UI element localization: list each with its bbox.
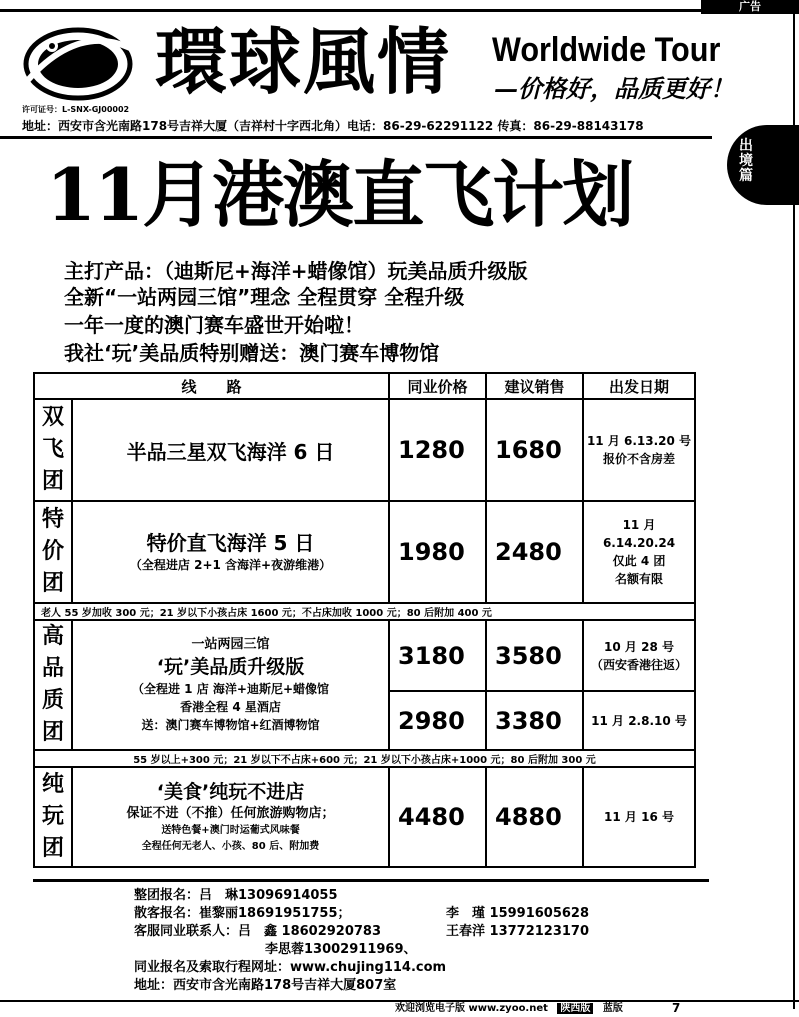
departure-date: 11 月 16 号 [583, 767, 695, 867]
retail-price: 3580 [486, 620, 583, 691]
peer-price: 4480 [389, 767, 486, 867]
departure-date: 10 月 28 号 （西安香港往返） [583, 620, 695, 691]
column-header-peer-price: 同业价格 [389, 373, 486, 399]
license-number: 许可证号：L-SNX-GJ00002 [22, 105, 130, 114]
company-address-line: 地址：西安市含光南路178号吉祥大厦（吉祥村十字西北角）电话：86-29-62291122 传真：86-29-88143178 [22, 119, 644, 133]
promo-line-1: 主打产品：（迪斯尼+海洋+蜡像馆）玩美品质升级版 [64, 259, 528, 283]
route-price-table [33, 372, 696, 868]
edition-badge: 陕西版 [557, 1003, 593, 1014]
retail-price: 4880 [486, 767, 583, 867]
footer-bar [395, 1002, 623, 1016]
globe-logo-icon [22, 24, 134, 104]
contact-website: 同业报名及索取行程网址：www.chujing114.com [134, 960, 447, 975]
route-cell: 一站两园三馆 ‘玩’美品质升级版 （全程进 1 店 海洋+迪斯尼+蜡像馆 香港全程 4 星酒店 送：澳门赛车博物馆+红酒博物馆 [72, 620, 389, 750]
surcharge-note: 55 岁以上+300 元；21 岁以下不占床+600 元；21 岁以下小孩占床+1000 元；80 后附加 300 元 [34, 750, 695, 767]
departure-date: 11 月 6.14.20.24 仅此 4 团 名额有限 [583, 501, 695, 603]
table-row [34, 767, 695, 867]
side-tab-label: 出境篇 [739, 138, 753, 184]
category-cell: 纯玩团 [34, 767, 72, 867]
brand-name-english: Worldwide Tour [492, 31, 721, 69]
table-header-row [34, 373, 695, 399]
route-note: （全程进店 2+1 含海洋+夜游维港） [129, 558, 332, 572]
route-cell: ‘美食’纯玩不进店 保证不进（不推）任何旅游购物店； 送特色餐+澳门时运葡式风味餐 全程任何无老人、小孩、80 后、附加费 [72, 767, 389, 867]
footer-edition: 蓝版 [602, 1003, 623, 1014]
contact-service-2: 王春洋 13772123170 [446, 924, 590, 939]
surcharge-note-row [34, 750, 695, 767]
table-row [34, 620, 695, 691]
contact-individual-signup: 散客报名：崔黎丽18691951755； [134, 906, 351, 921]
column-header-retail-price: 建议销售 [486, 373, 583, 399]
ad-tag: 广告 [701, 0, 799, 14]
departure-date: 11 月 6.13.20 号 报价不含房差 [583, 399, 695, 501]
surcharge-note: 老人 55 岁加收 300 元；21 岁以下小孩占床 1600 元；不占床加收 1000 元；80 后附加 400 元 [34, 603, 695, 620]
category-cell: 双飞团 [34, 399, 72, 501]
retail-price: 1680 [486, 399, 583, 501]
departure-date: 11 月 2.8.10 号 [583, 691, 695, 750]
promo-line-4: 我社‘玩’美品质特别赠送：澳门赛车博物馆 [64, 341, 440, 365]
column-header-route: 线 路 [34, 373, 389, 399]
brand-name-chinese: 環球風情 [155, 19, 452, 104]
route-name: 半品三星双飞海洋 6 日 [72, 399, 389, 501]
route-cell [72, 501, 389, 603]
contact-service-3: 李思蓉13002911969、 [265, 942, 417, 957]
table-row [34, 501, 695, 603]
retail-price: 3380 [486, 691, 583, 750]
page-headline: 11月港澳直飞计划 [46, 152, 633, 237]
contact-group-signup: 整团报名：吕 琳13096914055 [134, 888, 338, 903]
promo-line-2: 全新“一站两园三馆”理念 全程贯穿 全程升级 [64, 285, 465, 309]
contact-address: 地址：西安市含光南路178号吉祥大厦807室 [134, 978, 397, 993]
footer-text: 欢迎浏览电子版 www.zyoo.net [395, 1003, 548, 1014]
brand-slogan: —价格好，品质更好！ [494, 74, 734, 103]
contact-individual-signup-2: 李 瑾 15991605628 [446, 906, 590, 921]
section-side-tab [727, 125, 799, 205]
category-cell: 特价团 [34, 501, 72, 603]
route-name: 特价直飞海洋 5 日 [146, 531, 315, 555]
contact-service: 客服同业联系人：吕 鑫 18602920783 [134, 924, 382, 939]
peer-price: 1280 [389, 399, 486, 501]
table-bottom-rule [33, 879, 709, 882]
peer-price: 2980 [389, 691, 486, 750]
surcharge-note-row [34, 603, 695, 620]
peer-price: 1980 [389, 501, 486, 603]
top-rule [0, 9, 799, 12]
page-number: 7 [672, 1001, 681, 1015]
peer-price: 3180 [389, 620, 486, 691]
table-row [34, 399, 695, 501]
header-rule [0, 136, 712, 139]
category-cell: 高品质团 [34, 620, 72, 750]
retail-price: 2480 [486, 501, 583, 603]
column-header-departure-date: 出发日期 [583, 373, 695, 399]
promo-line-3: 一年一度的澳门赛车盛世开始啦！ [64, 313, 364, 337]
